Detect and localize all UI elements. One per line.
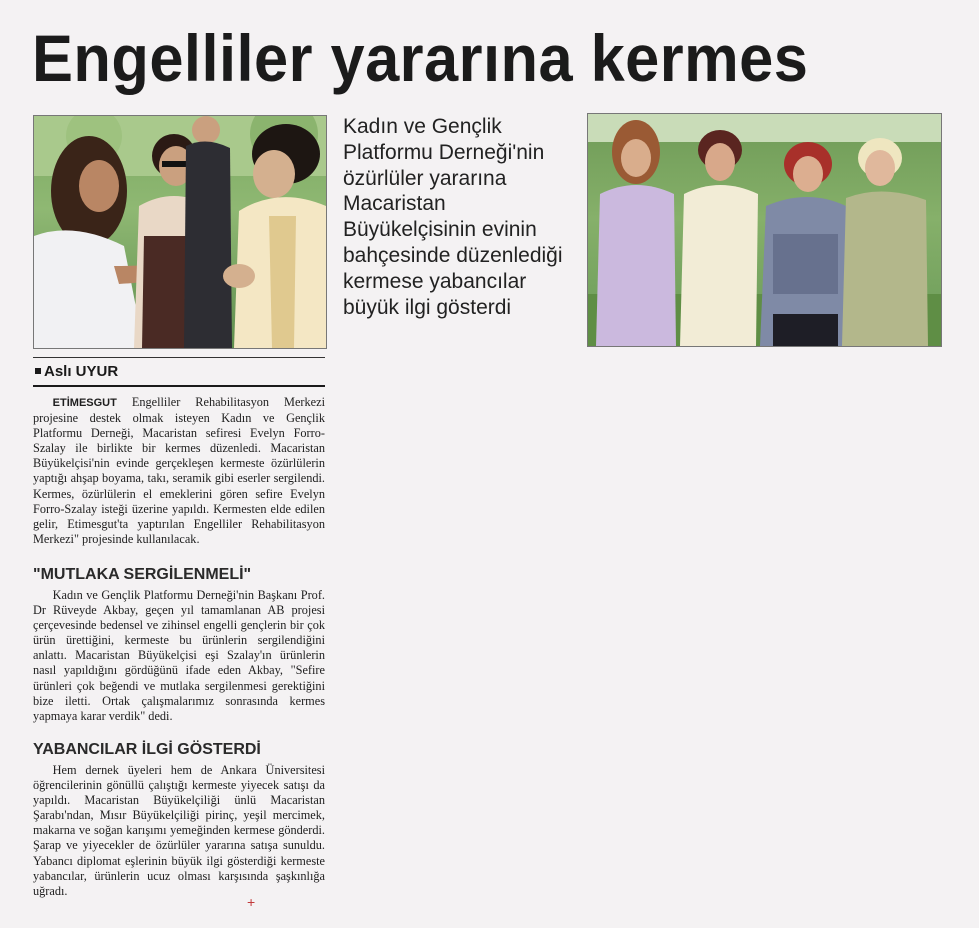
photo-jewellery-viewing: [33, 115, 327, 349]
body-paragraph-2: Kadın ve Gençlik Platformu Derneği'nin Başkanı Prof. Dr Rüveyde Akbay, geçen yıl tamamlanan AB projesi çerçevesinde bedensel ve zihinsel engelli gençlerin bir çok ürün ürettiğini, kermeste bu ürünlerin sergilendiğini anlattı. Macaristan Büyükelçisi eşi Szalay'ın ürünlerin nasıl yapıldığını gördüğünü ifade eden Akbay, "Sefire ürünleri çok beğendi ve mutlaka sergilenmesi gerektiğini bize iletti. Ortak çalışmalarımız sonrasında kermes yapmaya karar verdik" dedi.: [33, 588, 325, 723]
photo-jewellery-viewing-image: [34, 116, 326, 348]
subheadline-line: Platformu Derneği'nin: [343, 140, 545, 164]
body-paragraph-1-text: Engelliler Rehabilitasyon Merkezi projesine destek olmak isteyen Kadın ve Gençlik Platformu Derneği, Macaristan sefiresi Evelyn Forro-Szalay ile birlikte bir kermes düzenledi. Macaristan Büyükelçisi'nin evinde gerçekleşen kermeste özürlülerin yaptığı ahşap boyama, takı, seramik gibi eserler sergilendi. Kermes, özürlülerin el emeklerini gören sefire Evelyn Forro-Szalay isteği üzerine yapıldı. Kermesten elde edilen gelir, Etimesgut'ta yaptırılan Engelliler Rehabilitasyon Merkezi" projesinde kullanılacak.: [33, 395, 326, 546]
subheadline-line: özürlüler yararına: [343, 166, 507, 190]
registration-mark-icon: +: [247, 894, 256, 910]
subheadline-line: Kadın ve Gençlik: [343, 115, 502, 138]
body-paragraph-1: [33, 395, 325, 547]
byline-bullet-icon: [35, 368, 41, 374]
byline-author: Aslı UYUR: [44, 363, 119, 380]
body-paragraph-3: Hem dernek üyeleri hem de Ankara Üniversitesi öğrencilerinin gönüllü çalıştığı kermeste yiyecek satışı da yapıldı. Macaristan Büyükelçiliği ünlü Macaristan Şarabı'ndan, Mısır Büyükelçiliği pirinç, yeşil mercimek, makarna ve soğan karışımı yemeğinden kermese gönderdi. Şarap ve yiyecekler de özürlüler yararına satışa sunuldu. Yabancı diplomat eşlerinin büyük ilgi gösterdiği kermeste yabancılar, ürünlerin ucuz olması karşısında şaşkınlığa uğradı.: [33, 763, 325, 898]
subheadline: [343, 114, 573, 320]
subheadline-line: Macaristan: [343, 192, 446, 216]
headline: Engelliler yararına kermes: [32, 21, 809, 95]
dateline: ETİMESGUT: [52, 397, 117, 409]
subheadline-line: Büyükelçisinin evinin: [343, 218, 537, 242]
subheadline-line: kermese yabancılar: [343, 269, 527, 293]
subheadline-line: büyük ilgi gösterdi: [343, 295, 512, 319]
subheadline-line: bahçesinde düzenlediği: [343, 243, 563, 267]
byline: [33, 362, 325, 382]
photo-group-garden: [587, 113, 942, 347]
byline-rule-top: [33, 357, 325, 358]
photo-group-garden-image: [588, 114, 941, 346]
section-heading-mutlaka: "MUTLAKA SERGİLENMELİ": [33, 566, 252, 583]
section-heading-yabancilar: YABANCILAR İLGİ GÖSTERDİ: [33, 741, 261, 758]
byline-rule-bottom: [33, 385, 325, 387]
